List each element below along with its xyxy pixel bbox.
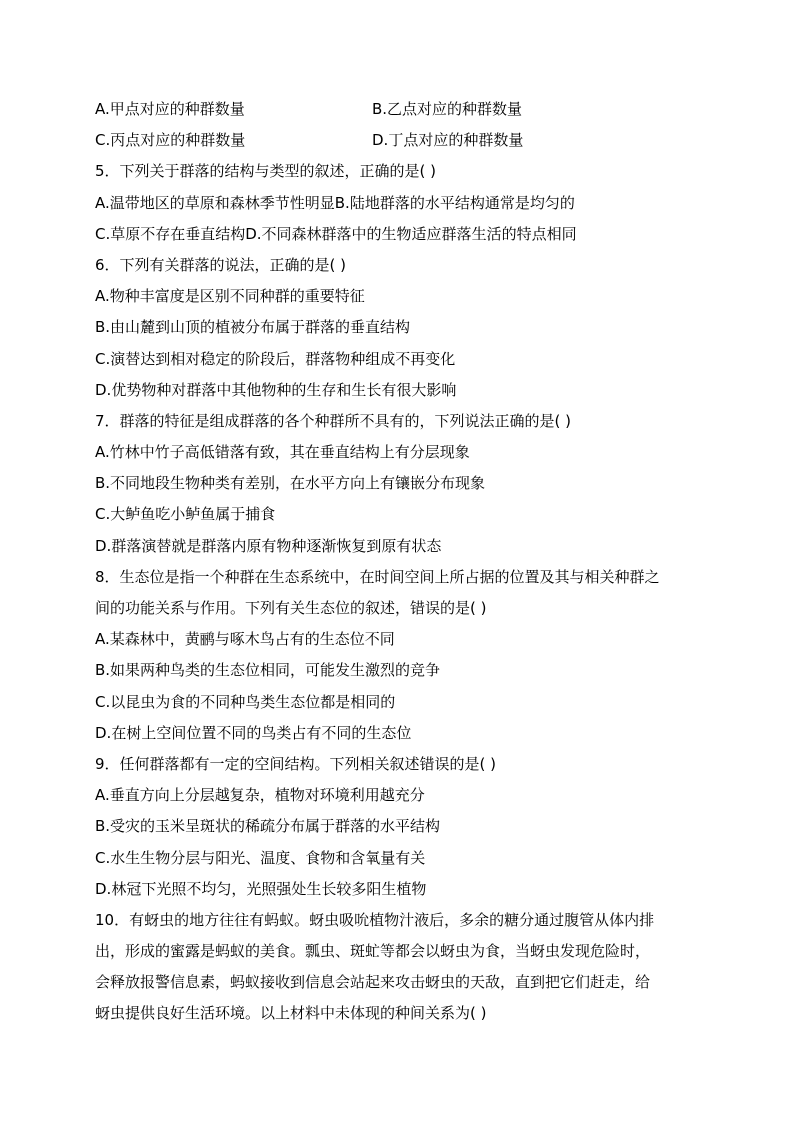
question-9-option-b: B.受灾的玉米呈斑状的稀疏分布属于群落的水平结构 — [95, 817, 441, 836]
question-7-option-c: C.大鲈鱼吃小鲈鱼属于捕食 — [95, 505, 276, 524]
document-page — [95, 94, 705, 1030]
question-6-option-c: C.演替达到相对稳定的阶段后，群落物种组成不再变化 — [95, 349, 456, 368]
question-6-option-a: A.物种丰富度是区别不同种群的重要特征 — [95, 287, 365, 306]
question-6-stem: 6．下列有关群落的说法，正确的是( ) — [95, 255, 347, 274]
question-5-stem: 5．下列关于群落的结构与类型的叙述，正确的是( ) — [95, 162, 437, 181]
question-5-options-ab: A.温带地区的草原和森林季节性明显B.陆地群落的水平结构通常是均匀的 — [95, 193, 575, 212]
question-8-stem-line-1: 8．生态位是指一个种群在生态系统中，在时间空间上所占据的位置及其与相关种群之 — [95, 567, 660, 586]
question-10-stem-line-3: 会释放报警信息素，蚂蚁接收到信息会站起来攻击蚜虫的天敌，直到把它们赶走，给 — [95, 973, 651, 992]
q4-options-row-2 — [95, 125, 705, 156]
question-9-option-c: C.水生生物分层与阳光、温度、食物和含氧量有关 — [95, 848, 426, 867]
question-8-stem-line-2: 间的功能关系与作用。下列有关生态位的叙述，错误的是( ) — [95, 599, 487, 617]
question-8-option-d: D.在树上空间位置不同的鸟类占有不同的生态位 — [95, 723, 412, 742]
question-7-option-a: A.竹林中竹子高低错落有致，其在垂直结构上有分层现象 — [95, 443, 470, 462]
question-9-option-d: D.林冠下光照不均匀，光照强处生长较多阳生植物 — [95, 879, 427, 898]
question-7-option-d: D.群落演替就是群落内原有物种逐渐恢复到原有状态 — [95, 536, 442, 555]
option-b: B.乙点对应的种群数量 — [372, 100, 523, 118]
option-a: A.甲点对应的种群数量 — [95, 100, 245, 118]
question-10-stem-line-4: 蚜虫提供良好生活环境。以上材料中未体现的种间关系为( ) — [95, 1004, 487, 1023]
question-5-options-cd: C.草原不存在垂直结构D.不同森林群落中的生物适应群落生活的特点相同 — [95, 224, 577, 243]
question-10-stem-line-2: 出，形成的蜜露是蚂蚁的美食。瓢虫、斑虻等都会以蚜虫为食，当蚜虫发现危险时， — [95, 942, 651, 961]
question-6-option-d: D.优势物种对群落中其他物种的生存和生长有很大影响 — [95, 380, 457, 399]
question-8-option-b: B.如果两种鸟类的生态位相同，可能发生激烈的竞争 — [95, 661, 441, 680]
question-8-option-c: C.以昆虫为食的不同种鸟类生态位都是相同的 — [95, 692, 396, 711]
option-c: C.丙点对应的种群数量 — [95, 131, 246, 150]
q4-options-row-1 — [95, 94, 705, 125]
question-8-option-a: A.某森林中，黄鹂与啄木鸟占有的生态位不同 — [95, 630, 395, 649]
question-7-stem: 7．群落的特征是组成群落的各个种群所不具有的，下列说法正确的是( ) — [95, 411, 572, 430]
question-7-option-b: B.不同地段生物种类有差别，在水平方向上有镶嵌分布现象 — [95, 474, 486, 493]
question-9-option-a: A.垂直方向上分层越复杂，植物对环境利用越充分 — [95, 786, 425, 805]
question-6-option-b: B.由山麓到山顶的植被分布属于群落的垂直结构 — [95, 318, 411, 337]
question-10-stem-line-1: 10．有蚜虫的地方往往有蚂蚁。蚜虫吸吮植物汁液后，多余的糖分通过腹管从体内排 — [95, 910, 655, 929]
option-d: D.丁点对应的种群数量 — [372, 131, 524, 150]
question-9-stem: 9．任何群落都有一定的空间结构。下列相关叙述错误的是( ) — [95, 754, 497, 773]
